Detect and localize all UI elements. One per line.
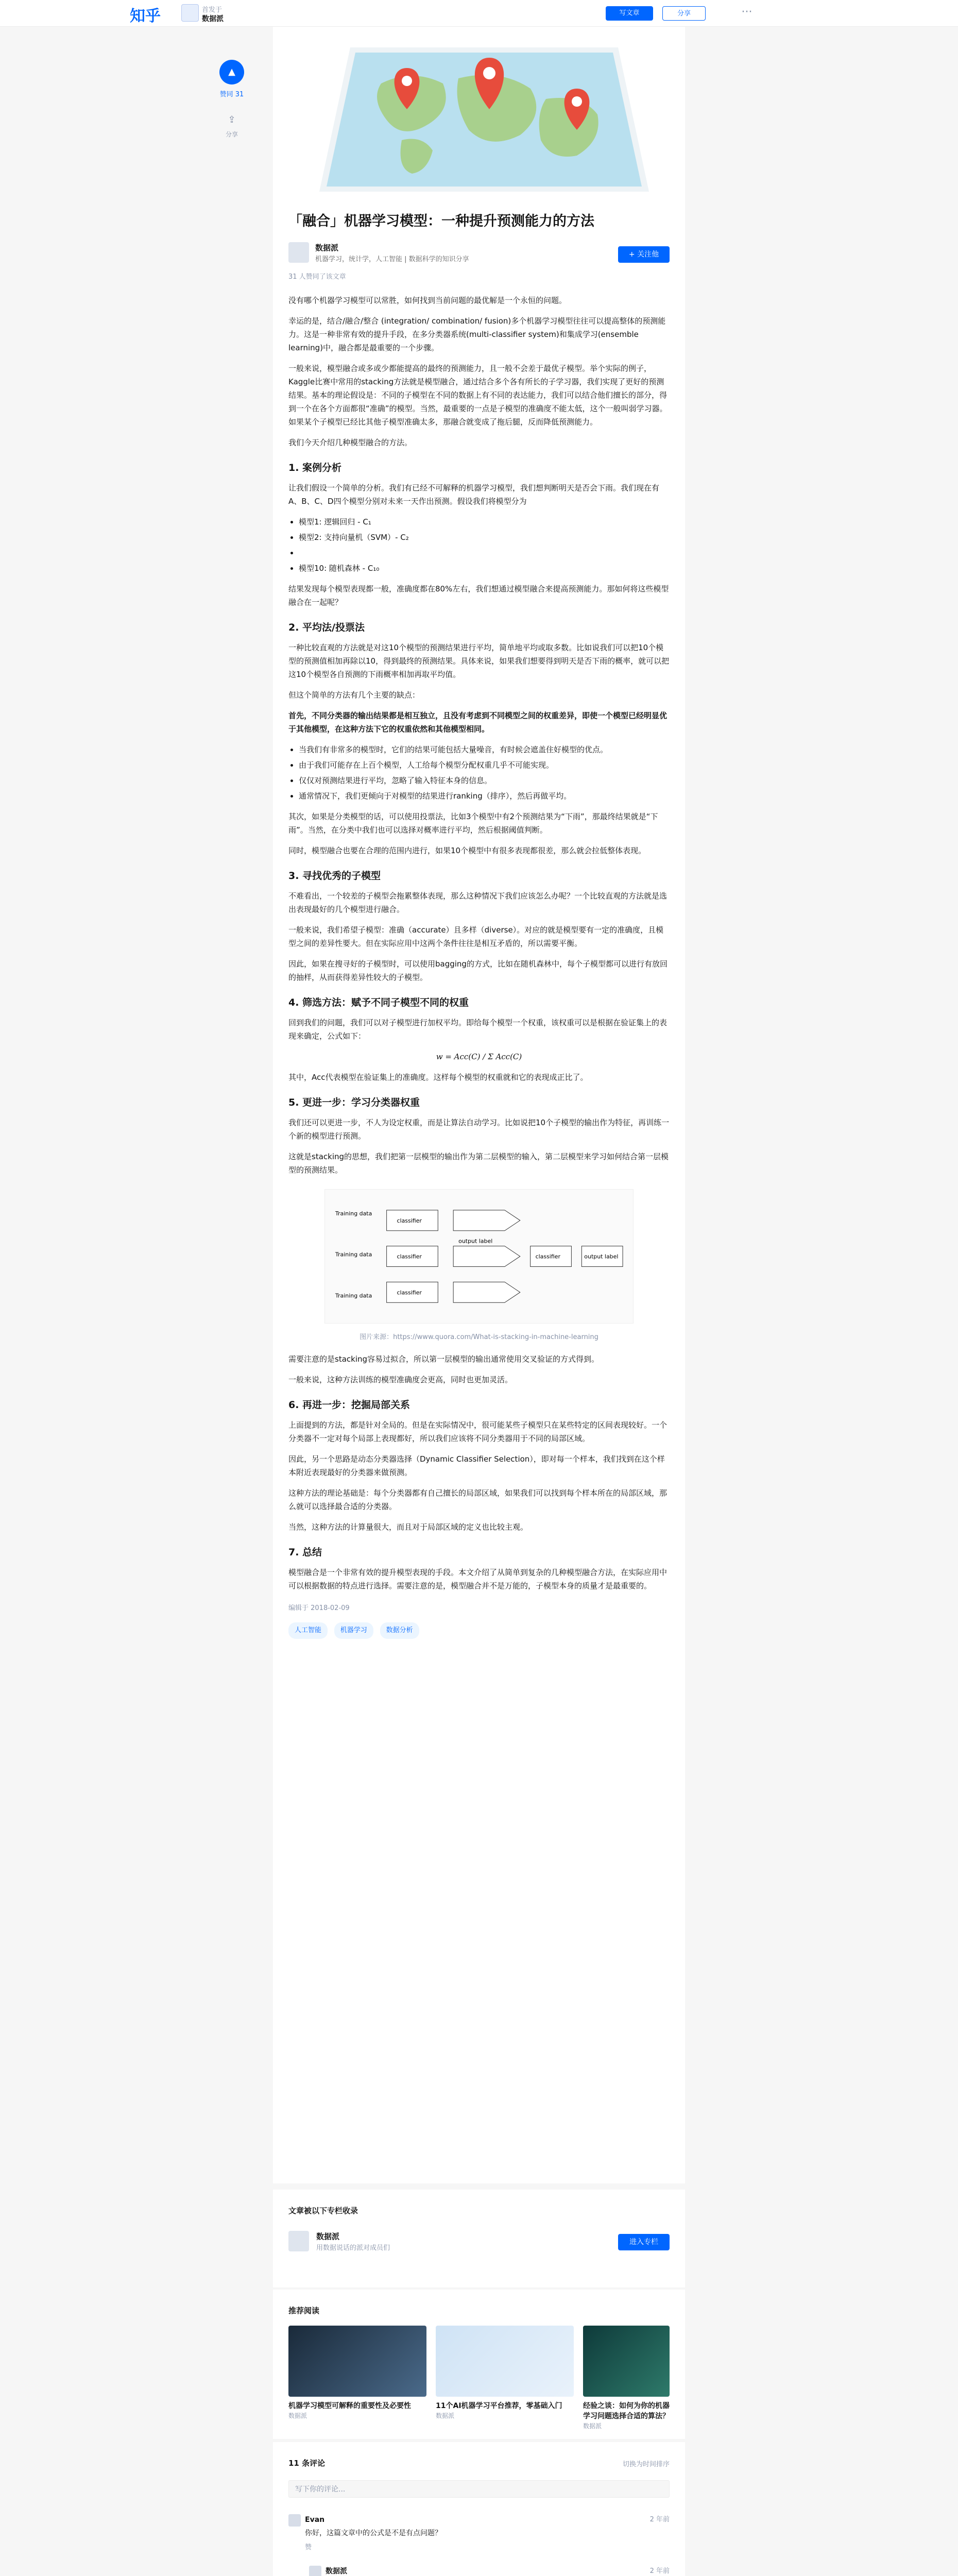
hero-image [288,37,670,201]
author-bio: 机器学习，统计学，人工智能 | 数据科学的知识分享 [315,256,469,263]
comments-section [273,2442,685,2576]
upvote-count: 赞同 31 [219,91,244,98]
diagram-input-label: Training data [335,1292,372,1299]
paragraph: 没有哪个机器学习模型可以常胜，如何找到当前问题的最优解是一个永恒的问题。 [288,296,567,305]
column-name[interactable]: 数据派 [316,2232,340,2241]
avatar[interactable] [309,2566,321,2576]
diagram-mid-label: output label [458,1238,493,1245]
section-heading: 1. 案例分析 [288,462,342,473]
paragraph: 我们还可以更进一步，不人为设定权重，而是让算法自动学习。比如说把10个子模型的输出作为特征，再训练一个新的模型进行预测。 [288,1118,670,1141]
author-avatar[interactable] [288,242,309,263]
section-heading: 4. 筛选方法：赋予不同子模型不同的权重 [288,997,469,1008]
diagram-input-label: Training data [335,1210,372,1217]
recommend-image [436,2326,574,2397]
comment-item [288,2514,670,2561]
paragraph: 因此，如果在搜寻好的子模型时，可以使用bagging的方式，比如在随机森林中，每个子模型都可以进行有放回的抽样，从而获得差异性较大的子模型。 [288,959,668,982]
column-card [273,2190,685,2287]
list [299,743,670,803]
section-heading: 6. 再进一步：挖掘局部关系 [288,1399,410,1411]
diagram-output-label: output label [584,1253,619,1260]
enter-column-button[interactable]: 进入专栏 [618,2234,670,2250]
avatar[interactable] [288,2514,301,2527]
formula: w = Acc(C) / Σ Acc(C) [436,1052,522,1061]
paragraph: 当然，这种方法的计算量很大，而且对于局部区域的定义也比较主观。 [288,1522,528,1532]
paragraph: 因此，另一个思路是动态分类器选择（Dynamic Classifier Selection），即对每一个样本，我们找到在这个样本附近表现最好的分类器来做预测。 [288,1454,665,1478]
paragraph: 一般来说，模型融合或多或少都能提高的最终的预测能力，且一般不会差于最优子模型。举个实际的例子，Kaggle比赛中常用的stacking方法就是模型融合，通过结合多个各有所长的子学习器，我们实现了更好的预测结果。基本的理论假设是：不同的子模型在不同的数据上有不同的表达能力，我们可以结合他们擅长的部分，得到一个在各个方面都很“准确”的模型。当然，最重要的一点是子模型的准确度不能太低，这个一般叫弱学习器。如果某个子模型已经比其他子模型准确太多，那融合就变成了拖后腿，反而降低预测能力。 [288,364,668,427]
recommend-section [273,2290,685,2439]
diagram-input-label: Training data [335,1251,372,1258]
diagram-classifier: classifier [397,1217,422,1224]
paragraph: 不难看出，一个较差的子模型会拖累整体表现，那么这种情况下我们应该怎么办呢？一个比较直观的方法就是选出表现最好的几个模型进行融合。 [288,891,668,914]
paragraph: 幸运的是，结合/融合/整合 (integration/ combination/ fusion)多个机器学习模型往往可以提高整体的预测能力。这是一种非常有效的提升手段，在多分类器系统(multi-classifier system)和集成学习(ensemble learning)中，融合都是最重要的一个步骤。 [288,316,666,352]
recommend-sub: 数据派 [436,2412,455,2419]
recommend-item[interactable] [436,2326,574,2427]
article-title: 「融合」机器学习模型：一种提升预测能力的方法 [288,213,594,229]
author-name[interactable]: 数据派 [315,243,339,252]
recommend-title: 经验之谈：如何为你的机器学习问题选择合适的算法？ [583,2402,670,2420]
comment-reply [309,2566,670,2576]
paragraph: 结果发现每个模型表现都一般，准确度都在80%左右，我们想通过模型融合来提高预测能力。那如何将这些模型融合在一起呢？ [288,584,669,607]
column-avatar[interactable] [181,4,199,22]
recommend-sub: 数据派 [583,2422,602,2430]
svg-text:classifier: classifier [535,1253,561,1260]
tag-list [288,1622,670,1639]
tag[interactable]: 机器学习 [334,1622,373,1639]
recommend-heading: 推荐阅读 [288,2306,320,2315]
upvote-button[interactable]: ▲ [219,60,244,84]
paragraph: 回到我们的问题，我们可以对子模型进行加权平均。即给每个模型一个权重，该权重可以是根据在验证集上的表现来确定，公式如下： [288,1018,668,1041]
column-subtitle: 首发于 [202,6,223,14]
write-article-button[interactable]: 写文章 [606,6,653,21]
comment-text: 你好，这篇文章中的公式是不是有点问题？ [305,2529,442,2537]
section-heading: 5. 更进一步：学习分类器权重 [288,1097,420,1108]
share-label: 分享 [225,131,238,138]
likes-line: 31 人赞同了该文章 [288,273,346,281]
paragraph: 一般来说，我们希望子模型：准确（accurate）且多样（diverse）。对应的就是模型要有一定的准确度，且模型之间的差异性要大。但在实际应用中这两个条件往往是相互矛盾的，所以需要平衡。 [288,925,664,948]
paragraph: 这就是stacking的思想，我们把第一层模型的输出作为第二层模型的输入，第二层模型来学习如何结合第一层模型的预测结果。 [288,1152,669,1175]
paragraph: 但这个简单的方法有几个主要的缺点： [288,690,420,700]
recommend-sub: 数据派 [288,2412,307,2419]
list-item: • 模型10: 随机森林 - C₁₀ [299,562,670,575]
section-heading: 2. 平均法/投票法 [288,622,365,633]
column-name[interactable]: 数据派 [202,15,224,23]
recommend-image [583,2326,670,2397]
recommend-item[interactable] [288,2326,426,2427]
list-item: • 当我们有非常多的模型时，它们的结果可能包括大量噪音，有时候会遮盖住好模型的优点。 [299,743,670,756]
recommend-item[interactable] [583,2326,670,2430]
paragraph [288,709,670,736]
share-icon[interactable]: ⇪ [228,114,236,125]
paragraph: 其次，如果是分类模型的话，可以使用投票法，比如3个模型中有2个预测结果为“下雨”，那最终结果就是“下雨”。当然，在分类中我们也可以选择对概率进行平均，然后根据阈值判断。 [288,812,658,835]
paragraph: 让我们假设一个简单的分析。我们有已经不可解释的机器学习模型，我们想判断明天是否会下雨。我们现在有A、B、C、D四个模型分别对未来一天作出预测。假设我们将模型分为 [288,483,660,506]
tag[interactable]: 人工智能 [288,1622,328,1639]
diagram-caption: 图片来源：https://www.quora.com/What-is-stacking-in-machine-learning [360,1333,598,1342]
recommend-title: 机器学习模型可解释的重要性及必要性 [288,2402,411,2410]
paragraph: 我们今天介绍几种模型融合的方法。 [288,438,413,447]
recommend-title: 11个AI机器学习平台推荐，零基础入门 [436,2402,562,2410]
paragraph: 上面提到的方法，都是针对全局的。但是在实际情况中，很可能某些子模型只在某些特定的区间表现较好。一个分类器不一定对每个局部上表现都好，所以我们应该将不同分类器用于不同的局部区域。 [288,1420,668,1444]
paragraph: 这种方法的理论基础是：每个分类器都有自己擅长的局部区域，如果我们可以找到每个样本所在的局部区域，那么就可以选择最合适的分类器。 [288,1488,668,1512]
stacking-diagram [324,1189,634,1324]
list-item: • 仅仅对预测结果进行平均，忽略了输入特征本身的信息。 [299,774,670,787]
list-item: • 模型2: 支持向量机（SVM）- C₂ [299,531,670,544]
column-avatar[interactable] [288,2231,309,2251]
diagram-classifier: classifier [397,1253,422,1260]
paragraph: 一般来说，这种方法训练的模型准确度会更高，同时也更加灵活。 [288,1375,513,1385]
edit-date: 编辑于 2018-02-09 [288,1604,350,1613]
follow-button[interactable]: + 关注他 [618,246,670,263]
article-body [288,294,670,1639]
share-button[interactable]: 分享 [662,6,706,21]
section-heading: 3. 寻找优秀的子模型 [288,870,381,882]
comment-time: 2 年前 [649,2516,670,2523]
comment-count: 11 条评论 [288,2459,326,2468]
column-card-heading: 文章被以下专栏收录 [288,2206,358,2215]
paragraph: 其中，Acc代表模型在验证集上的准确度。这样每个模型的权重就和它的表现成正比了。 [288,1073,588,1082]
diagram-classifier: classifier [397,1289,422,1296]
column-desc: 用数据说话的派对成员们 [316,2244,390,2252]
paragraph: 同时，模型融合也要在合理的范围内进行，如果10个模型中有很多表现都很差，那么就会拉低整体表现。 [288,846,646,855]
list-item: • 通常情况下，我们更倾向于对模型的结果进行ranking（排序），然后再做平均。 [299,789,670,803]
top-bar [0,0,958,27]
comment-like[interactable]: 赞 [305,2544,312,2551]
comment-time: 2 年前 [649,2567,670,2575]
more-icon[interactable]: ··· [741,6,752,19]
zhihu-logo[interactable]: 知乎 [130,7,161,25]
sort-toggle[interactable]: 切换为时间排序 [622,2461,670,2468]
comment-author[interactable]: Evan [305,2516,325,2524]
paragraph: 需要注意的是stacking容易过拟合，所以第一层模型的输出通常使用交叉验证的方式得到。 [288,1354,600,1364]
bold-text: 首先，不同分类器的输出结果都是相互独立，且没有考虑到不同模型之间的权重差异，即使一个模型已经明显优于其他模型，在这种方法下它的权重依然和其他模型相同。 [288,711,668,734]
comment-author[interactable]: 数据派 [326,2567,347,2575]
paragraph: 一种比较直观的方法就是对这10个模型的预测结果进行平均，简单地平均或取多数。比如说我们可以把10个模型的预测值相加再除以10，得到最终的预测结果。具体来说，如果我们想要得到明天是否下雨的概率，就可以把这10个模型各自预测的下雨概率相加再取平均值。 [288,643,670,679]
list [299,515,670,575]
comment-input[interactable]: 写下你的评论... [288,2480,670,2498]
paragraph: 模型融合是一个非常有效的提升模型表现的手段。本文介绍了从简单到复杂的几种模型融合方法，在实际应用中可以根据数据的特点进行选择。需要注意的是，模型融合并不是万能的，子模型本身的质量才是最重要的。 [288,1568,668,1591]
list-item [299,546,670,560]
recommend-image [288,2326,426,2397]
section-heading: 7. 总结 [288,1547,322,1558]
list-item: • 由于我们可能存在上百个模型，人工给每个模型分配权重几乎不可能实现。 [299,758,670,772]
list-item: • 模型1: 逻辑回归 - C₁ [299,515,670,529]
tag[interactable]: 数据分析 [380,1622,419,1639]
